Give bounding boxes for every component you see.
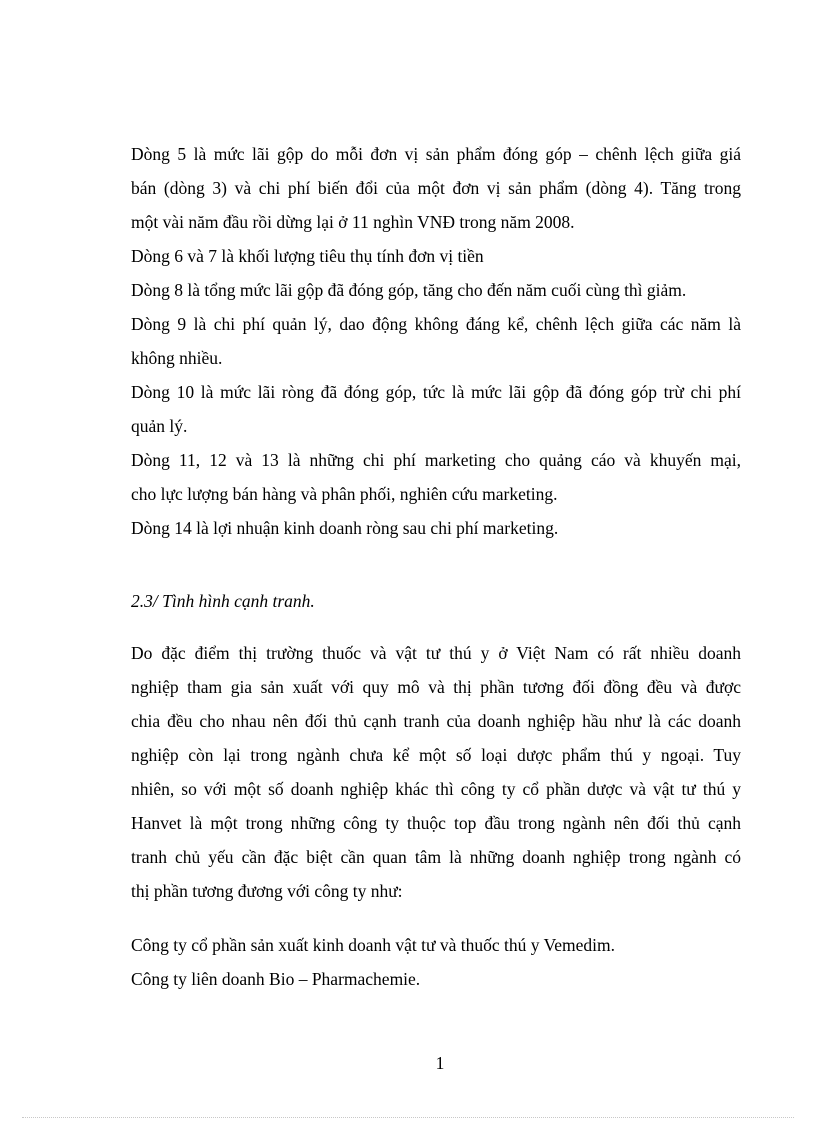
para-line-11-2: cho lực lượng bán hàng và phân phối, nghiên cứu marketing.	[131, 484, 558, 504]
para-line-5-2: bán (dòng 3) và chi phí biến đổi của một đơn vị sản phẩm (dòng 4). Tăng trong	[131, 178, 741, 198]
comp-line-6: Hanvet là một trong những công ty thuộc top đầu trong ngành nên đối thủ cạnh	[131, 813, 741, 833]
para-line-8: Dòng 8 là tổng mức lãi gộp đã đóng góp, tăng cho đến năm cuối cùng thì giảm.	[131, 280, 687, 300]
competitor-item: Công ty liên doanh Bio – Pharmachemie.	[131, 969, 421, 989]
section-rows-explanation	[131, 137, 741, 545]
para-line-6: Dòng 6 và 7 là khối lượng tiêu thụ tính đơn vị tiền	[131, 246, 484, 266]
para-line-10-1: Dòng 10 là mức lãi ròng đã đóng góp, tức là mức lãi gộp đã đóng góp trừ chi phí	[131, 382, 741, 402]
para-line-14: Dòng 14 là lợi nhuận kinh doanh ròng sau chi phí marketing.	[131, 518, 559, 538]
comp-line-4: nghiệp còn lại trong ngành chưa kể một số loại dược phẩm thú y ngoại. Tuy	[131, 745, 741, 765]
comp-line-7: tranh chủ yếu cần đặc biệt cần quan tâm là những doanh nghiệp trong ngành có	[131, 847, 741, 867]
para-line-10-2: quản lý.	[131, 416, 188, 436]
competition-paragraph	[131, 636, 741, 908]
page-bottom-divider	[22, 1117, 794, 1118]
section-heading: 2.3/ Tình hình cạnh tranh.	[131, 591, 315, 611]
para-line-11-1: Dòng 11, 12 và 13 là những chi phí marketing cho quảng cáo và khuyến mại,	[131, 450, 741, 470]
comp-line-8: thị phần tương đương với công ty như:	[131, 881, 403, 901]
para-line-5-3: một vài năm đầu rồi dừng lại ở 11 nghìn VNĐ trong năm 2008.	[131, 212, 575, 232]
comp-line-3: chia đều cho nhau nên đối thủ cạnh tranh của doanh nghiệp hầu như là các doanh	[131, 711, 741, 731]
comp-line-2: nghiệp tham gia sản xuất với quy mô và thị phần tương đối đồng đều và được	[131, 677, 741, 697]
competitor-item: Công ty cổ phần sản xuất kinh doanh vật tư và thuốc thú y Vemedim.	[131, 935, 616, 955]
page-number: 1	[435, 1053, 445, 1073]
comp-line-5: nhiên, so với một số doanh nghiệp khác thì công ty cổ phần dược và vật tư thú y	[131, 779, 741, 799]
para-line-9-1: Dòng 9 là chi phí quản lý, dao động không đáng kể, chênh lệch giữa các năm là	[131, 314, 741, 334]
comp-line-1: Do đặc điểm thị trường thuốc và vật tư thú y ở Việt Nam có rất nhiều doanh	[131, 643, 741, 663]
para-line-9-2: không nhiều.	[131, 348, 223, 368]
competitor-list	[131, 928, 741, 996]
para-line-5-1: Dòng 5 là mức lãi gộp do mỗi đơn vị sản phẩm đóng góp – chênh lệch giữa giá	[131, 144, 741, 164]
